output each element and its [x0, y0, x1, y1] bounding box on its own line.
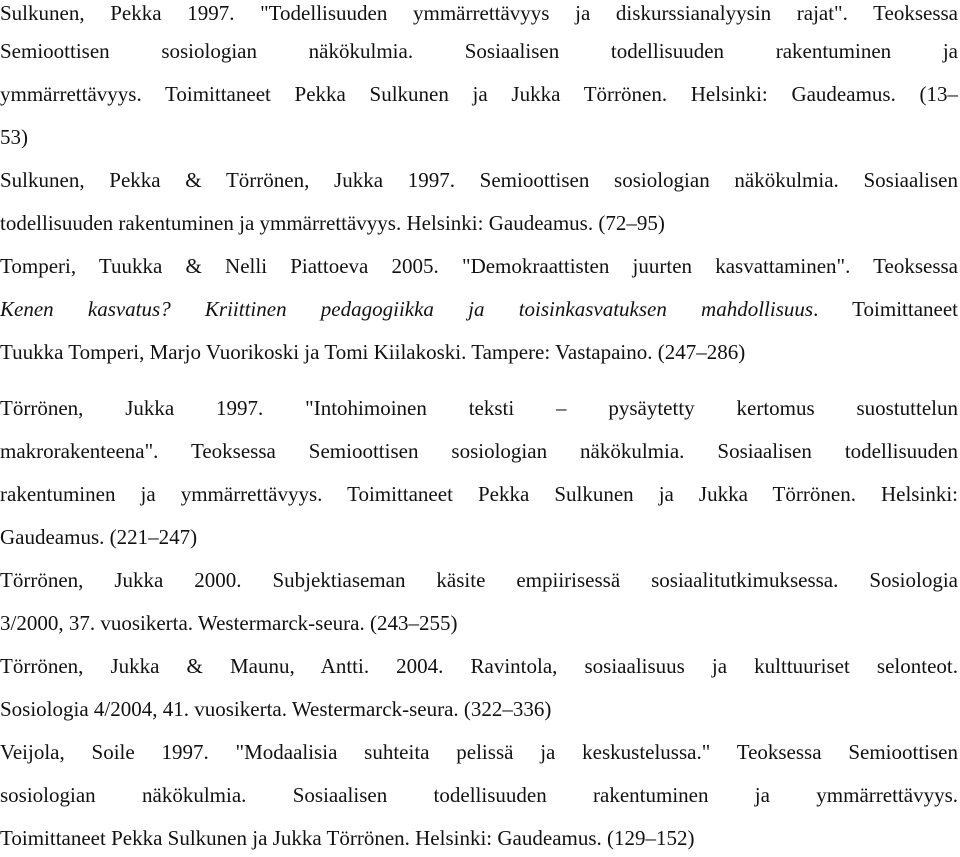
- reference-text: todellisuuden rakentuminen ja ymmärrettävyys. Helsinki: Gaudeamus. (72–95): [0, 211, 665, 235]
- reference-text: Semioottisen sosiologian näkökulmia. Sosiaalisen todellisuuden rakentuminen ja: [0, 39, 958, 63]
- reference-line: [0, 3, 958, 24]
- reference-text: Veijola, Soile 1997. "Modaalisia suhteita pelissä ja keskustelussa." Teoksessa Semioottisen: [0, 740, 958, 764]
- book-title: Kenen kasvatus? Kriittinen pedagogiikka ja toisinkasvatuksen mahdollisuus: [0, 297, 814, 321]
- reference-text: . Toimittaneet: [813, 297, 958, 321]
- reference-text: Sosiologia 4/2004, 41. vuosikerta. Westermarck-seura. (322–336): [0, 697, 552, 721]
- reference-text: Törrönen, Jukka & Maunu, Antti. 2004. Ravintola, sosiaalisuus ja kulttuuriset selonteot.: [0, 654, 958, 678]
- reference-line: [0, 613, 457, 634]
- reference-text: rakentuminen ja ymmärrettävyys. Toimittaneet Pekka Sulkunen ja Jukka Törrönen. Helsinki:: [0, 482, 958, 506]
- reference-text: sosiologian näkökulmia. Sosiaalisen todellisuuden rakentuminen ja ymmärrettävyys.: [0, 783, 958, 807]
- reference-text: Toimittaneet Pekka Sulkunen ja Jukka Törrönen. Helsinki: Gaudeamus. (129–152): [0, 826, 695, 850]
- reference-line: [0, 84, 958, 105]
- reference-line: [0, 170, 958, 191]
- reference-text: ymmärrettävyys. Toimittaneet Pekka Sulkunen ja Jukka Törrönen. Helsinki: Gaudeamus. (13–: [0, 82, 958, 106]
- reference-line: [0, 213, 665, 234]
- reference-line: [0, 398, 958, 419]
- reference-line: [0, 342, 745, 363]
- reference-text: 3/2000, 37. vuosikerta. Westermarck-seura. (243–255): [0, 611, 458, 635]
- reference-text: Sulkunen, Pekka & Törrönen, Jukka 1997. Semioottisen sosiologian näkökulmia. Sosiaalisen: [0, 168, 958, 192]
- reference-text: 53): [0, 125, 28, 149]
- reference-line: [0, 41, 958, 62]
- reference-text: Törrönen, Jukka 1997. "Intohimoinen teksti – pysäytetty kertomus suostuttelun: [0, 396, 958, 420]
- reference-text: Tomperi, Tuukka & Nelli Piattoeva 2005. "Demokraattisten juurten kasvattaminen". Teoksessa: [0, 254, 958, 278]
- reference-line: [0, 828, 695, 849]
- reference-line: [0, 527, 197, 548]
- reference-line: [0, 656, 958, 677]
- reference-text: Tuukka Tomperi, Marjo Vuorikoski ja Tomi Kiilakoski. Tampere: Vastapaino. (247–286): [0, 340, 746, 364]
- reference-text: Törrönen, Jukka 2000. Subjektiaseman käsite empiirisessä sosiaalitutkimuksessa. Sosiologia: [0, 568, 958, 592]
- reference-text: makrorakenteena". Teoksessa Semioottisen sosiologian näkökulmia. Sosiaalisen todellisuuden: [0, 439, 958, 463]
- reference-line: [0, 785, 958, 806]
- reference-line: [0, 299, 958, 320]
- reference-line: [0, 256, 958, 277]
- reference-line: [0, 484, 958, 505]
- reference-line: [0, 441, 958, 462]
- reference-text: Gaudeamus. (221–247): [0, 525, 198, 549]
- reference-line: [0, 127, 28, 148]
- reference-line: [0, 699, 551, 720]
- reference-line: [0, 570, 958, 591]
- reference-line: [0, 742, 958, 763]
- reference-text: Sulkunen, Pekka 1997. "Todellisuuden ymmärrettävyys ja diskurssianalyysin rajat". Teoksessa: [0, 1, 958, 25]
